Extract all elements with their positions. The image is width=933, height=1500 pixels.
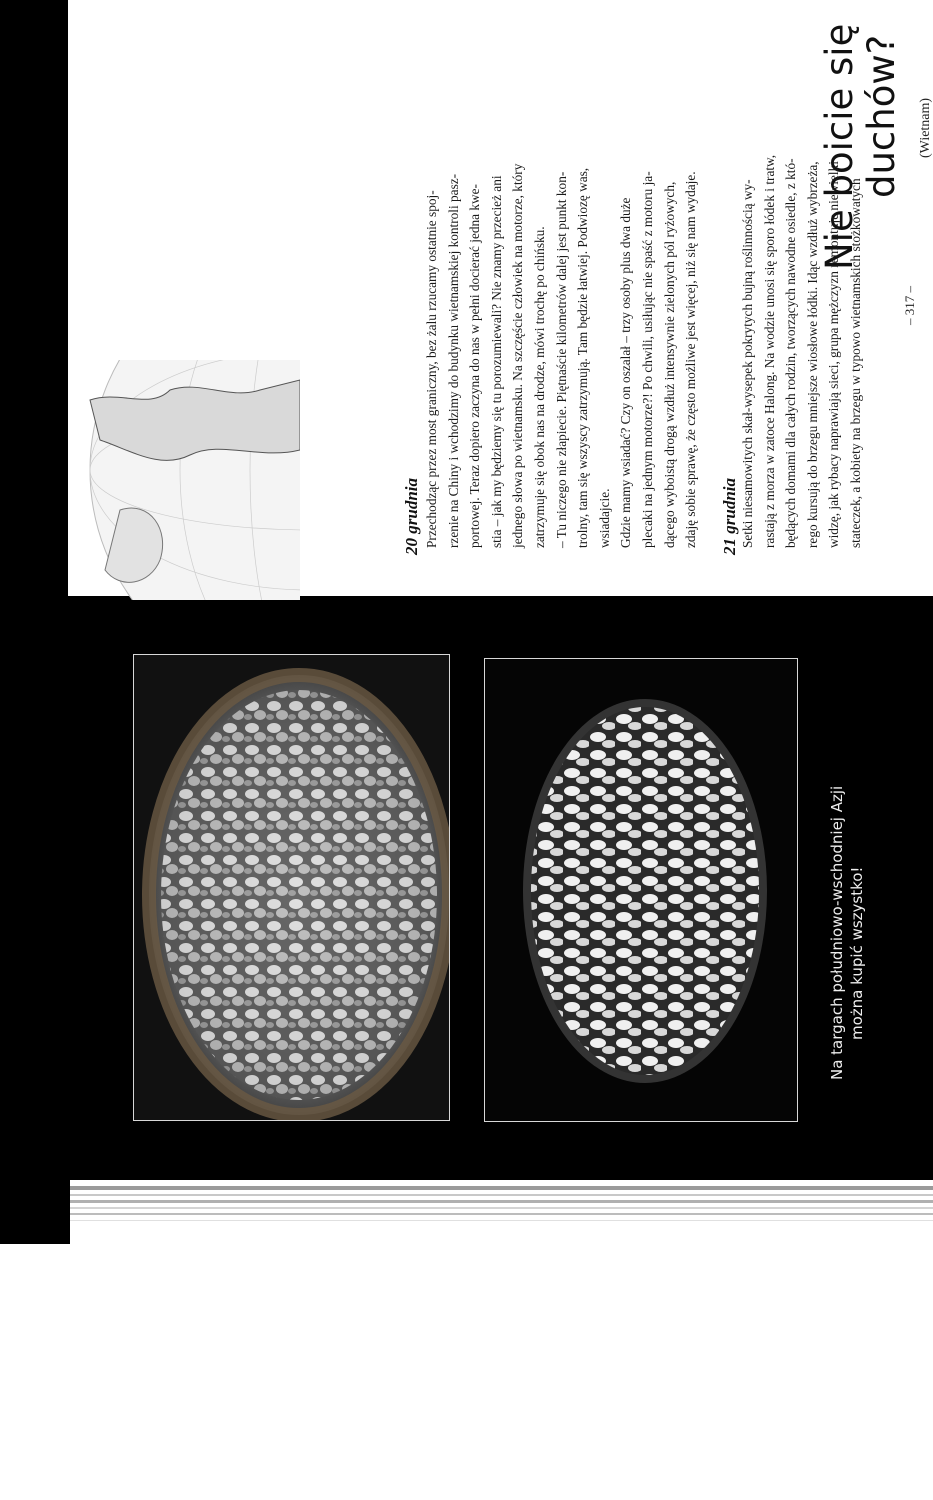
section-heading: 21 grudnia (720, 478, 739, 555)
cocoons-image (134, 655, 449, 1120)
photo-larvae-bowl (484, 658, 798, 1122)
chapter-subtitle: (Wietnam) (918, 97, 933, 158)
photo-caption (820, 785, 880, 1500)
caption-line-2: można kupić wszystko! (848, 866, 866, 1040)
photo-basket-cocoons (133, 654, 450, 1121)
section-heading: 20 grudnia (402, 478, 421, 555)
chapter-title-line-1: Nie boicie się (818, 23, 861, 270)
caption-line-1: Na targach południowo-wschodniej Azji (828, 785, 846, 1080)
globe-icon (60, 360, 300, 600)
globe-illustration (60, 360, 300, 600)
page-number: – 317 – (902, 286, 917, 325)
chapter-title-line-2: duchów? (860, 34, 903, 198)
larvae-image (485, 659, 797, 1121)
book-edge-lines (70, 1180, 933, 1244)
book-edge (70, 1180, 933, 1244)
